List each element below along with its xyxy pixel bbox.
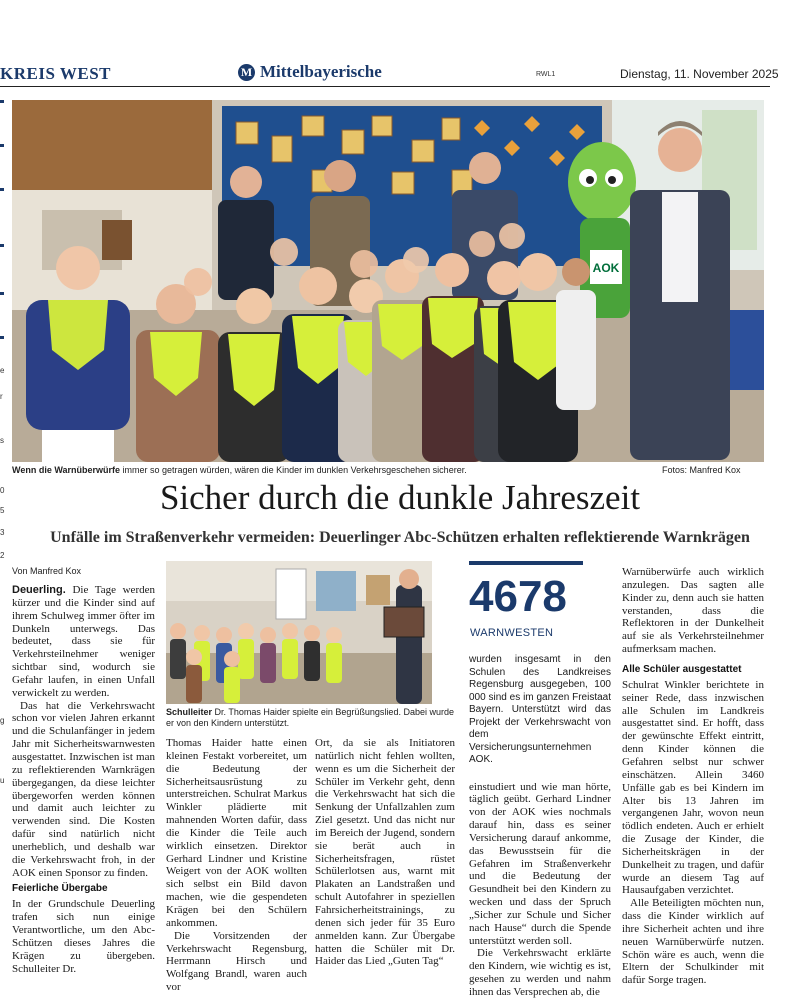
issue-date: Dienstag, 11. November 2025 — [620, 67, 779, 81]
paragraph: Thomas Haider hatte einen kleinen Festakt vorbereitet, um die Bedeutung der Sicherheitsausrüstung zu unterstreichen. Schulrat Markus Winkler plädierte mit mahnenden Worten dafür, dass die Kinder die Teile auch wirklich einsetzen. Direktor Gerhard Lindner und Kristine Weigert von der AOK wollten sich selbst ein Bild davon machen, wie die gespendeten Krägen bei den Schülern ankommen. — [166, 737, 307, 929]
section-title: KREIS WEST — [0, 64, 111, 83]
strip-char: 0 — [0, 486, 5, 495]
header-rule — [0, 86, 770, 87]
secondary-photo-caption — [166, 707, 456, 729]
aok-label: AOK — [592, 261, 620, 275]
paragraph: Ort, da sie als Initiatoren natürlich nicht fehlen wollten, wenn es um die Sicherheit der Schüler im Verkehr geht, denn die Verkehrswacht hat sich die Senkung der Unfallzahlen zum Ziel gesetzt. Und das nicht nur im Bereich der Jugend, sondern sie berät auch in Sicherheitsfragen, rüstet Schülerlotsen aus, warnt mit Plakaten an Landstraßen und schult Autofahrer in speziellen Fahrsicherheitstrainings, zu denen sich jeder für 35 Euro anmelden kann. Zur Übergabe hatten die Schüler mit Dr. Haider das Lied „Guten Tag“ — [315, 737, 455, 968]
logo-text: Mittelbayerische — [260, 62, 382, 81]
strip-char: r — [0, 392, 3, 401]
stat-number: 4678 — [469, 572, 567, 621]
byline: Von Manfred Kox — [12, 566, 82, 576]
article-column-5 — [622, 566, 764, 987]
edition-code: RWL1 — [536, 71, 556, 78]
strip-tick — [0, 244, 4, 247]
strip-tick — [0, 100, 4, 103]
strip-char: 5 — [0, 506, 5, 515]
article-column-1 — [12, 584, 155, 975]
article-column-2 — [166, 737, 307, 994]
strip-char: g — [0, 716, 5, 725]
strip-tick — [0, 144, 4, 147]
stat-label: WARNWESTEN — [470, 627, 554, 639]
strip-char: 2 — [0, 551, 5, 560]
newspaper-logo[interactable] — [238, 62, 382, 82]
paragraph: Schulrat Winkler berichtete in seiner Rede, dass inzwischen alle Schulen im Landkreis ausgestattet sind. Er hofft, dass der gewünschte Effekt eintritt, denn Kinder können die Gefahren selbst nur schwer einschätzen. Allein 3460 Unfälle gab es bei Kindern im Alter bis 13 Jahren im vergangenen Jahr, wovon neun tödlich endeten. Auch er erhielt die Zusage der Kinder, die Sicherheitskrägen in der Dunkelheit zu tragen, und dafür wurde an diesem Tag auf Hausaufgaben verzichtet. — [622, 678, 764, 897]
logo-icon: M — [238, 64, 255, 81]
margin-strip — [0, 96, 6, 952]
strip-char: 3 — [0, 528, 5, 537]
paragraph: Die Verkehrswacht erklärte den Kindern, wie wichtig es ist, gesehen zu werden und nahm ihnen das Versprechen ab, die — [469, 947, 611, 998]
strip-char: s — [0, 436, 4, 445]
paragraph: einstudiert und wie man hörte, täglich geübt. Gerhard Lindner von der AOK wies nochmals darauf hin, dass es seiner Versicherung darauf ankomme, das Bewusstsein für die Gefahren im Straßenverkehr und die Bedeutung der Gesundheit bei den Kindern zu wecken und dass der Spruch „Sicher zur Schule und Sicher nach Hause“ durch die Spende unterstützt werden soll. — [469, 780, 611, 947]
strip-char: e — [0, 366, 5, 375]
caption-text: Dr. Thomas Haider spielte ein Begrüßungslied. Dabei wurde er von den Kindern unterstützt. — [166, 707, 454, 728]
headline: Sicher durch die dunkle Jahreszeit — [159, 478, 641, 517]
subheading-alle-schueler: Alle Schüler ausgestattet — [622, 663, 742, 675]
caption-lead: Wenn die Warnüberwürfe — [12, 465, 121, 475]
stat-rule — [469, 561, 583, 565]
paragraph: Warnüberwürfe auch wirklich anzulegen. Das sagten alle Kinder zu, denn auch sie hatten verstanden, dass die Reflektoren in der Dunkelheit auf sie als Verkehrsteilnehmer aufmerksam machen. — [622, 566, 764, 656]
stat-description: wurden insgesamt in den Schulen des Landkreises Regensburg ausgegeben, 100 000 sind es im ganzen Freistaat Bayern. Unterstützt wird das Projekt der Verkehrswacht von dem Versicherungsunternehmen AOK. — [469, 654, 611, 765]
subheadline: Unfälle im Straßenverkehr vermeiden: Deuerlinger Abc-Schützen erhalten reflektierende Warnkrägen — [50, 529, 750, 546]
paragraph: Deuerling. Die Tage werden kürzer und die Kinder sind auf ihrem Schulweg immer öfter im Dunkeln unterwegs. Das bedeutet, dass sie für Verkehrsteilnehmer weniger sichtbar sind, wodurch sie Gefahr laufen, in einen Unfall verwickelt zu werden. — [12, 584, 155, 699]
main-photo[interactable] — [12, 100, 764, 462]
strip-tick — [0, 336, 4, 339]
paragraph: In der Grundschule Deuerling trafen sich nun einige Verantwortliche, um den Abc-Schützen dieses Jahres die Krägen zu übergeben. Schulleiter Dr. — [12, 898, 155, 975]
article-column-4 — [469, 654, 611, 998]
main-photo-caption — [12, 465, 652, 475]
secondary-photo[interactable] — [166, 561, 432, 704]
caption-lead: Schulleiter — [166, 707, 213, 717]
article-column-3 — [315, 737, 455, 968]
subheading-feierliche-uebergabe: Feierliche Übergabe — [12, 883, 108, 895]
caption-text: immer so getragen würden, wären die Kinder im dunklen Verkehrsgeschehen sicherer. — [120, 465, 467, 475]
paragraph: Das hat die Verkehrswacht schon vor vielen Jahren erkannt und die Schulanfänger in jedem Jahr mit Sicherheitswarnwesten ausgestattet. Inzwischen ist man zu reflektierenden Warnkrägen übergegangen, da diese leichter übergeworfen werden können und damit auch leichter zu verwenden sind. Die Kosten dafür sind natürlich nicht unerheblich, und deshalb war die Verkehrswacht froh, in der AOK einen Sponsor zu finden. — [12, 699, 155, 879]
strip-tick — [0, 188, 4, 191]
paragraph: Alle Beteiligten möchten nun, dass die Kinder wirklich auf ihre Sicherheit achten und ihre neuen Warnüberwürfe nutzen. Schön wäre es auch, wenn die Eltern der Schulkinder mit dafür Sorge tragen. — [622, 897, 764, 987]
photo-credit: Fotos: Manfred Kox — [662, 465, 741, 475]
dateline: Deuerling. — [12, 584, 66, 596]
strip-tick — [0, 292, 4, 295]
strip-char: u — [0, 776, 5, 785]
paragraph: Die Vorsitzenden der Verkehrswacht Regensburg, Herrmann Hirsch und Wolfgang Brandl, waren auch vor — [166, 929, 307, 994]
